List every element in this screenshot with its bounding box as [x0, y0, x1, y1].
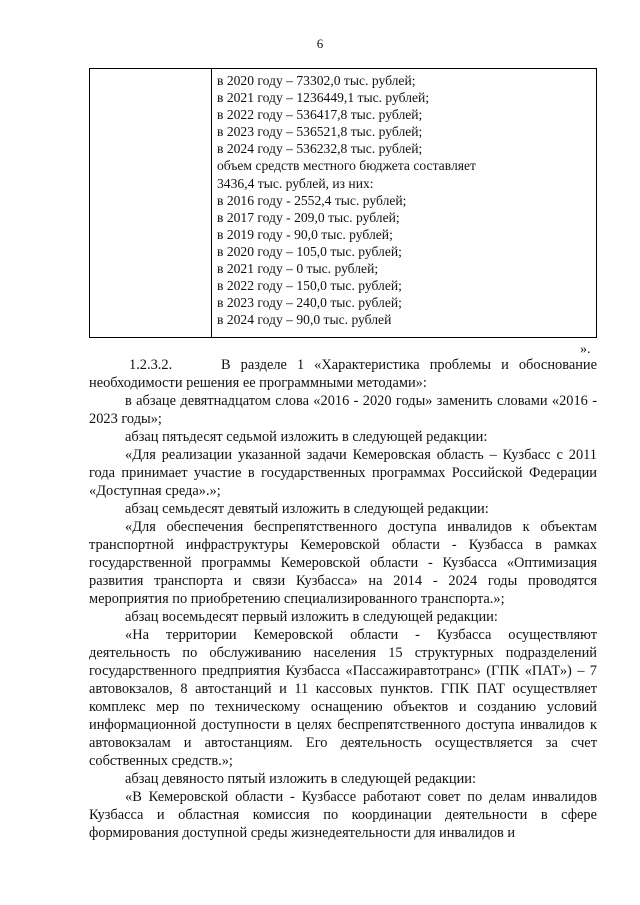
table-line: в 2021 году – 0 тыс. рублей;	[217, 261, 379, 277]
paragraph-section-1	[89, 356, 597, 392]
paragraph: в абзаце девятнадцатом слова «2016 - 2020 годы» заменить словами «2016 - 2023 годы»;	[89, 393, 597, 427]
table-line: в 2016 году - 2552,4 тыс. рублей;	[217, 192, 407, 208]
paragraph: абзац семьдесят девятый изложить в следующей редакции:	[125, 501, 489, 517]
table-line: в 2024 году – 536232,8 тыс. рублей;	[217, 141, 423, 157]
paragraph: абзац девяносто пятый изложить в следующей редакции:	[125, 771, 477, 787]
paragraph: абзац пятьдесят седьмой изложить в следующей редакции:	[125, 429, 488, 445]
page-number: 6	[316, 36, 324, 51]
table-line: в 2017 году - 209,0 тыс. рублей;	[217, 209, 400, 225]
table-line: в 2024 году – 90,0 тыс. рублей	[217, 312, 392, 328]
budget-table	[89, 68, 597, 338]
table-line: в 2023 году – 240,0 тыс. рублей;	[217, 295, 402, 311]
table-line: в 2022 году – 150,0 тыс. рублей;	[217, 278, 402, 294]
paragraph: абзац восемьдесят первый изложить в следующей редакции:	[125, 609, 498, 625]
table-line: в 2023 году – 536521,8 тыс. рублей;	[217, 124, 423, 140]
table-line: в 2021 году – 1236449,1 тыс. рублей;	[217, 90, 430, 106]
paragraph-quote: «Для реализации указанной задачи Кемеровская область – Кузбасс с 2011 года принимает участие в государственных программах Российской Федерации «Доступная среда».»;	[89, 447, 597, 499]
paragraph-text: В разделе 1 «Характеристика проблемы и обоснование необходимости решения ее программными методами»:	[89, 357, 597, 391]
table-left-cell	[90, 69, 212, 337]
paragraph-quote: «Для обеспечения беспрепятственного доступа инвалидов к объектам транспортной инфраструктуры Кемеровской области - Кузбасса в рамках государственной программы Кемеровской области - Кузбасса «Оптимизация развития транспорта и связи Кузбасса» на 2014 - 2024 годы проводятся мероприятия по приобретению специализированного транспорта.»;	[89, 519, 597, 607]
paragraph-quote: «В Кемеровской области - Кузбассе работают совет по делам инвалидов Кузбасса и областная комиссия по координации деятельности в сфере формирования доступной среды жизнедеятельности для инвалидов и	[89, 789, 597, 841]
table-right-cell	[217, 72, 592, 328]
table-line: 3436,4 тыс. рублей, из них:	[217, 175, 374, 191]
table-line: в 2022 году – 536417,8 тыс. рублей;	[217, 107, 423, 123]
paragraph-quote: «На территории Кемеровской области - Кузбасса осуществляют деятельность по обслуживанию населения 15 структурных подразделений государственного предприятия Кузбасса «Пассажиравтотранс» (ГПК «ПАТ») – 7 автовокзалов, 8 автостанций и 11 кассовых пунктов. ГПК ПАТ осуществляет комплекс мер по техническому оснащению объектов и созданию условий информационной доступности в целях беспрепятственного доступа инвалидов к автовокзалам и автостанциям. Его деятельность осуществляется за счет собственных средств.»;	[89, 627, 597, 769]
table-line: в 2020 году – 73302,0 тыс. рублей;	[217, 73, 416, 88]
table-line: в 2019 году - 90,0 тыс. рублей;	[217, 226, 393, 242]
item-number: 1.2.3.2.	[129, 357, 173, 373]
table-line: в 2020 году – 105,0 тыс. рублей;	[217, 243, 402, 259]
document-body	[89, 356, 597, 842]
table-line: объем средств местного бюджета составляет	[217, 158, 476, 174]
closing-quote-mark: ».	[580, 342, 591, 357]
